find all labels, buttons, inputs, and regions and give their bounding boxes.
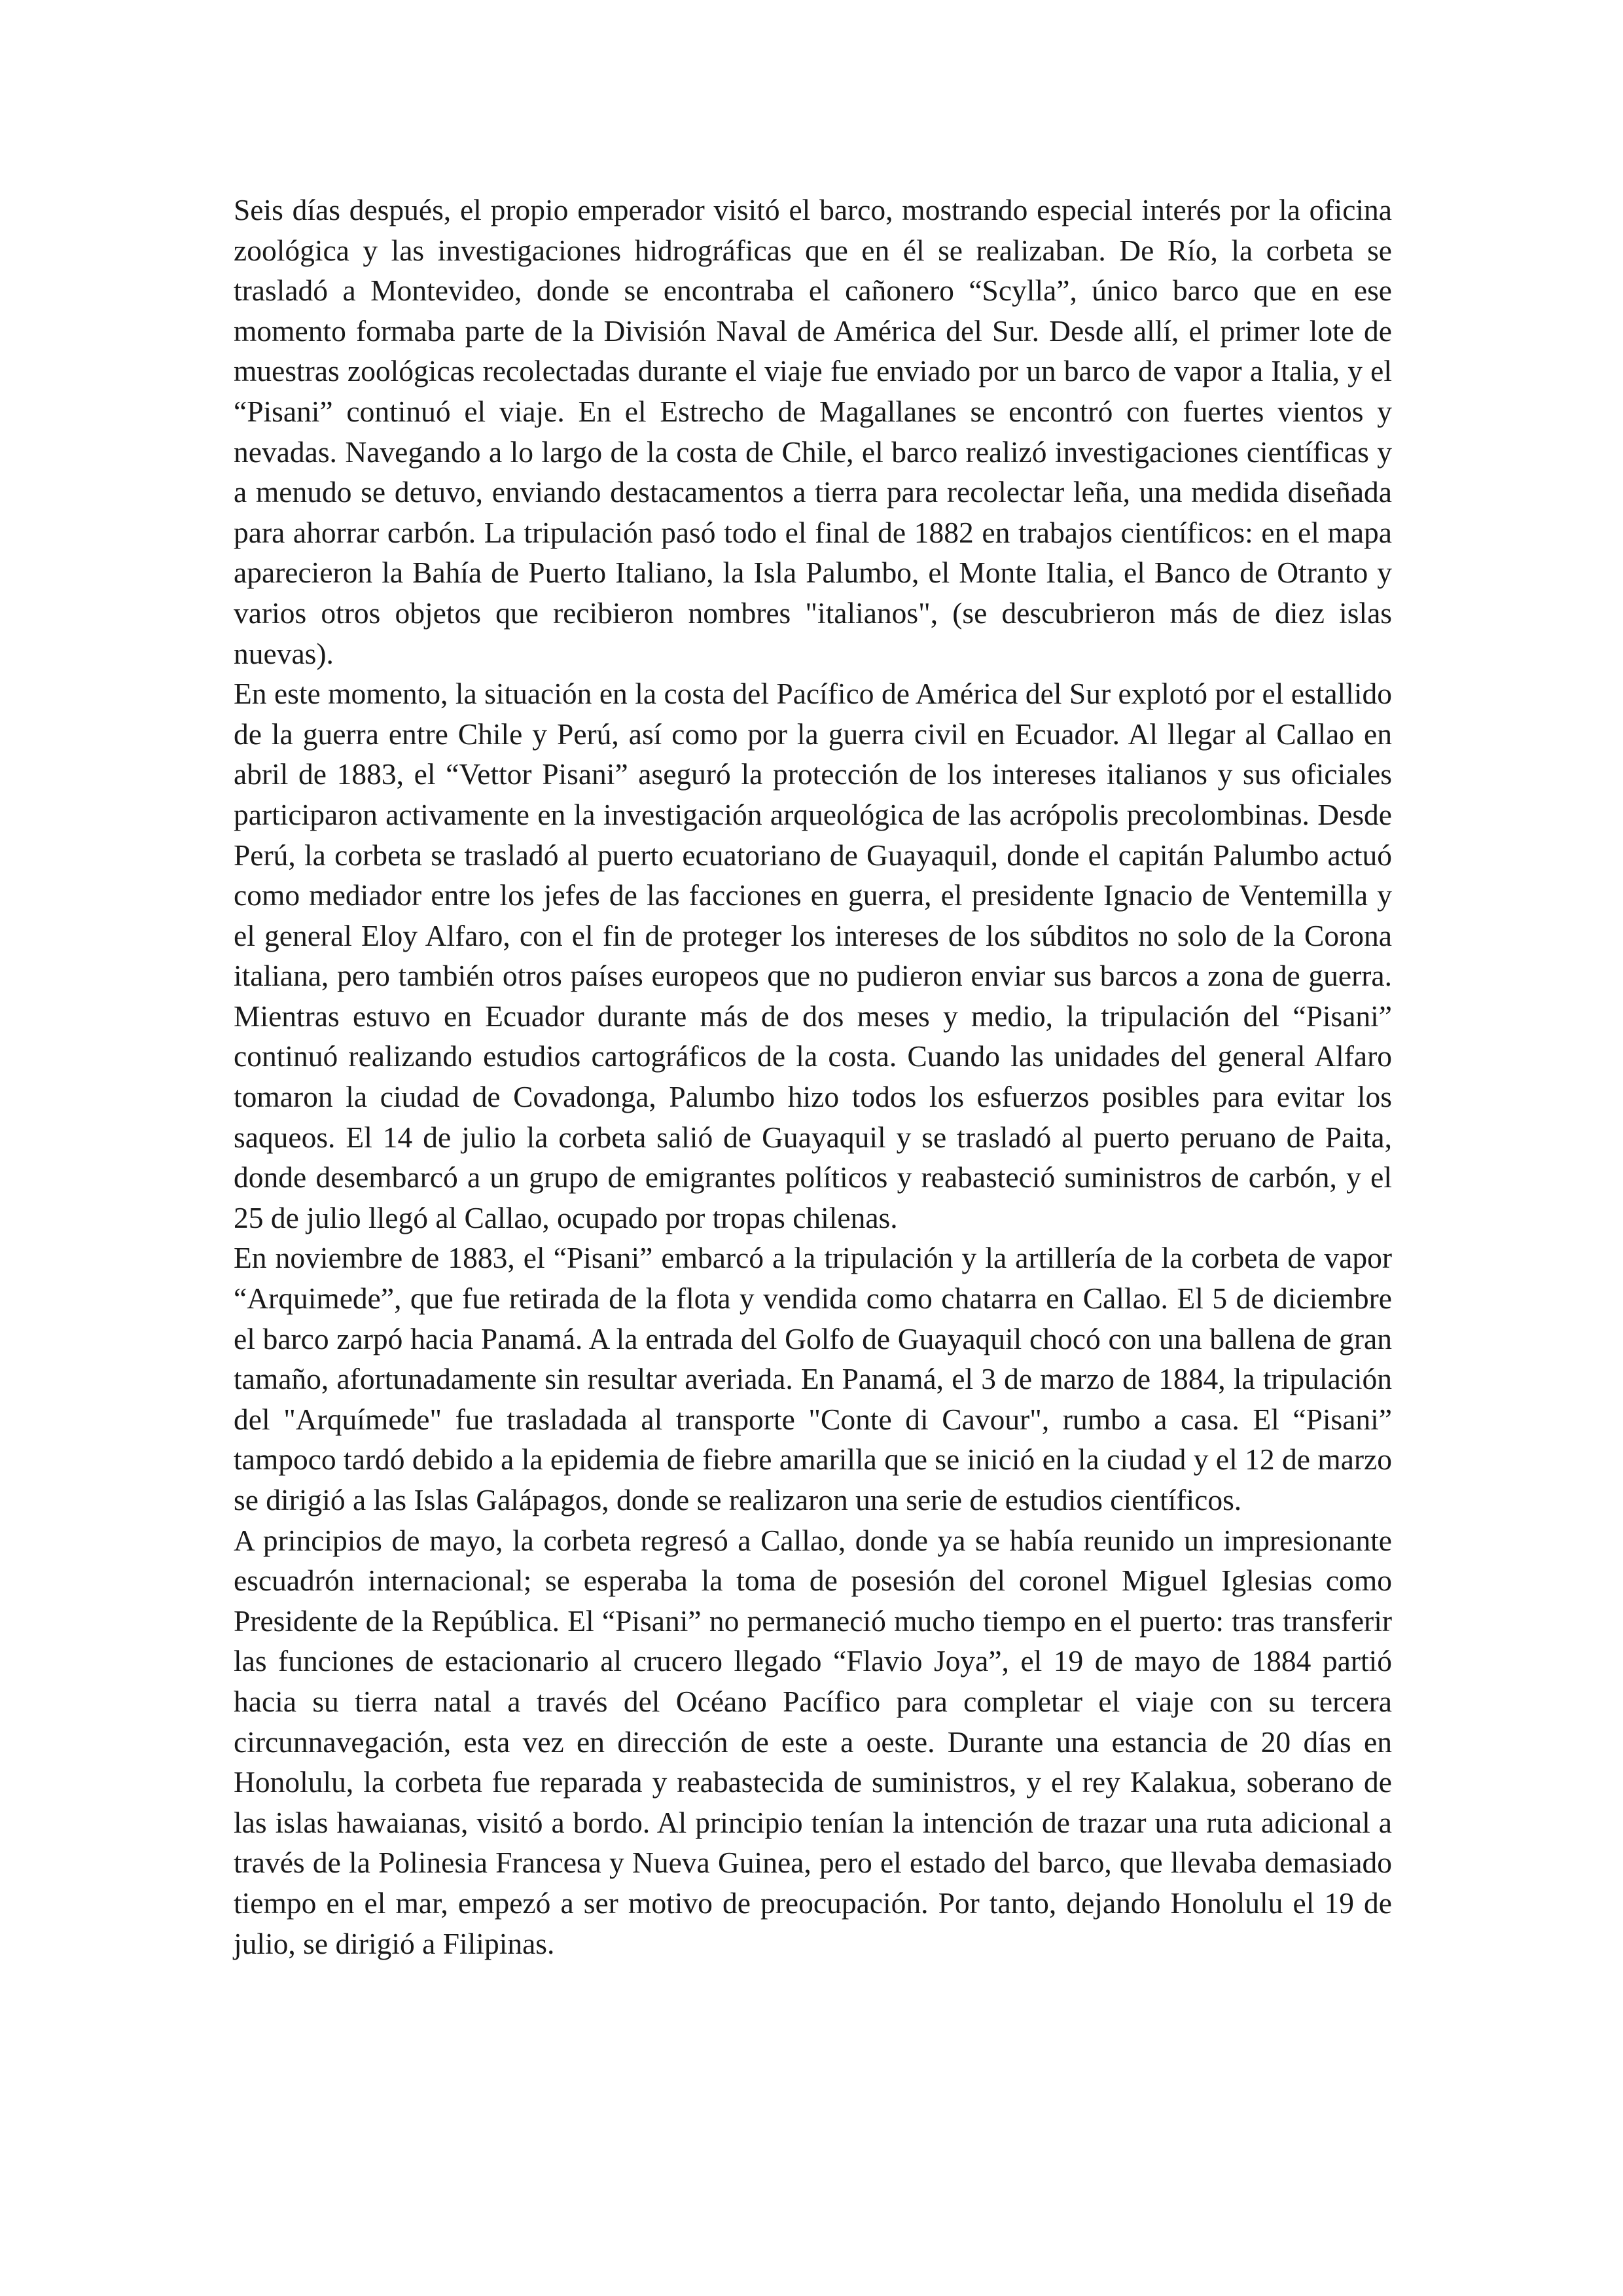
paragraph-2: En este momento, la situación en la costa del Pacífico de América del Sur explotó por el estallido de la guerra entre Chile y Perú, así como por la guerra civil en Ecuador. Al llegar al Callao en abril de 1883, el “Vettor Pisani” aseguró la protección de los intereses italianos y sus oficiales participaron activamente en la investigación arqueológica de las acrópolis precolombinas. Desde Perú, la corbeta se trasladó al puerto ecuatoriano de Guayaquil, donde el capitán Palumbo actuó como mediador entre los jefes de las facciones en guerra, el presidente Ignacio de Ventemilla y el general Eloy Alfaro, con el fin de proteger los intereses de los súbditos no solo de la Corona italiana, pero también otros países europeos que no pudieron enviar sus barcos a zona de guerra. Mientras estuvo en Ecuador durante más de dos meses y medio, la tripulación del “Pisani” continuó realizando estudios cartográficos de la costa. Cuando las unidades del general Alfaro tomaron la ciudad de Covadonga, Palumbo hizo todos los esfuerzos posibles para evitar los saqueos. El 14 de julio la corbeta salió de Guayaquil y se trasladó al puerto peruano de Paita, donde desembarcó a un grupo de emigrantes políticos y reabasteció suministros de carbón, y el 25 de julio llegó al Callao, ocupado por tropas chilenas. xyxy=(234,677,1392,1234)
paragraph-3: En noviembre de 1883, el “Pisani” embarcó a la tripulación y la artillería de la corbeta de vapor “Arquimede”, que fue retirada de la flota y vendida como chatarra en Callao. El 5 de diciembre el barco zarpó hacia Panamá. A la entrada del Golfo de Guayaquil chocó con una ballena de gran tamaño, afortunadamente sin resultar averiada. En Panamá, el 3 de marzo de 1884, la tripulación del "Arquímede" fue trasladada al transporte "Conte di Cavour", rumbo a casa. El “Pisani” tampoco tardó debido a la epidemia de fiebre amarilla que se inició en la ciudad y el 12 de marzo se dirigió a las Islas Galápagos, donde se realizaron una serie de estudios científicos. xyxy=(234,1241,1392,1516)
paragraph-4: A principios de mayo, la corbeta regresó a Callao, donde ya se había reunido un impresionante escuadrón internacional; se esperaba la toma de posesión del coronel Miguel Iglesias como Presidente de la República. El “Pisani” no permaneció mucho tiempo en el puerto: tras transferir las funciones de estacionario al crucero llegado “Flavio Joya”, el 19 de mayo de 1884 partió hacia su tierra natal a través del Océano Pacífico para completar el viaje con su tercera circunnavegación, esta vez en dirección de este a oeste. Durante una estancia de 20 días en Honolulu, la corbeta fue reparada y reabastecida de suministros, y el rey Kalakua, soberano de las islas hawaianas, visitó a bordo. Al principio tenían la intención de trazar una ruta adicional a través de la Polinesia Francesa y Nueva Guinea, pero el estado del barco, que llevaba demasiado tiempo en el mar, empezó a ser motivo de preocupación. Por tanto, dejando Honolulu el 19 de julio, se dirigió a Filipinas. xyxy=(234,1523,1392,1960)
body-text xyxy=(234,190,1392,1964)
paragraph-1: Seis días después, el propio emperador visitó el barco, mostrando especial interés por la oficina zoológica y las investigaciones hidrográficas que en él se realizaban. De Río, la corbeta se trasladó a Montevideo, donde se encontraba el cañonero “Scylla”, único barco que en ese momento formaba parte de la División Naval de América del Sur. Desde allí, el primer lote de muestras zoológicas recolectadas durante el viaje fue enviado por un barco de vapor a Italia, y el “Pisani” continuó el viaje. En el Estrecho de Magallanes se encontró con fuertes vientos y nevadas. Navegando a lo largo de la costa de Chile, el barco realizó investigaciones científicas y a menudo se detuvo, enviando destacamentos a tierra para recolectar leña, una medida diseñada para ahorrar carbón. La tripulación pasó todo el final de 1882 en trabajos científicos: en el mapa aparecieron la Bahía de Puerto Italiano, la Isla Palumbo, el Monte Italia, el Banco de Otranto y varios otros objetos que recibieron nombres "italianos", (se descubrieron más de diez islas nuevas). xyxy=(234,193,1392,670)
